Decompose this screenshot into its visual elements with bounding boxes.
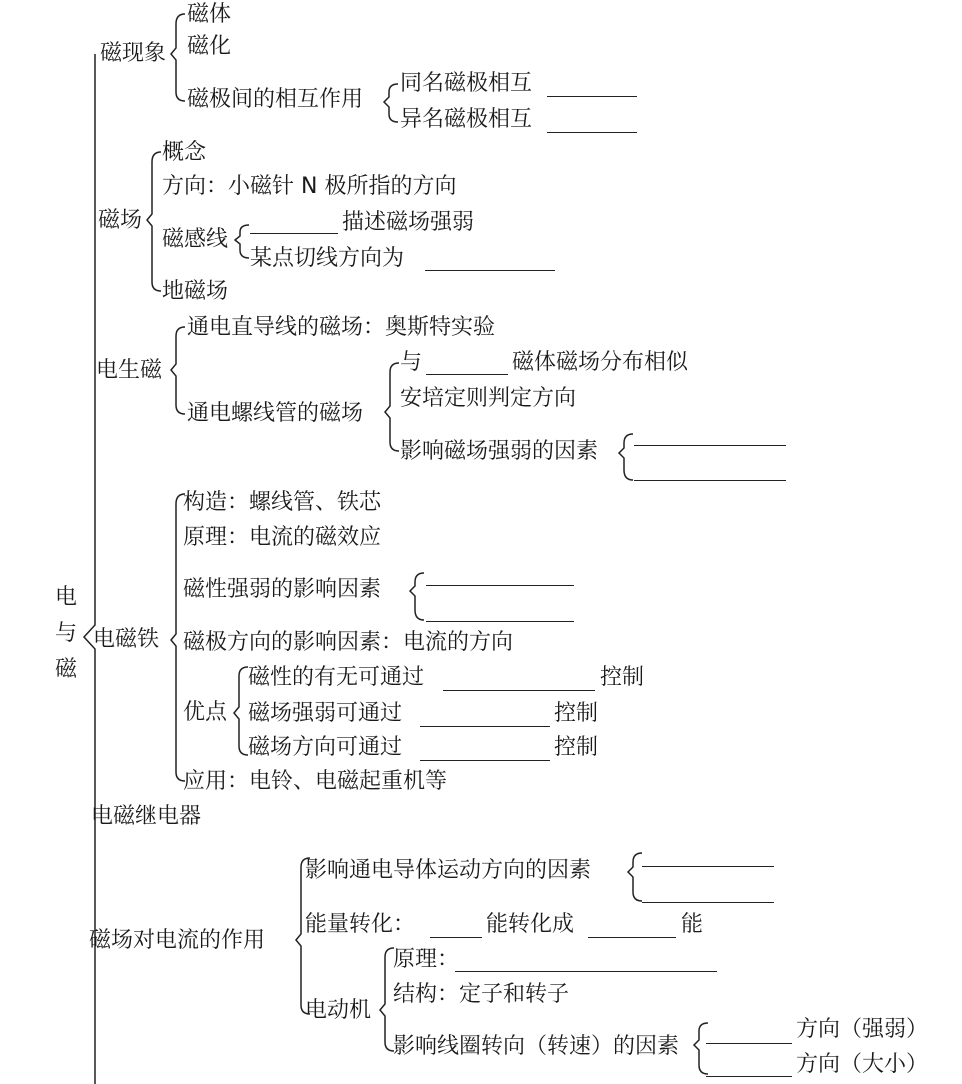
s2-earth: 地磁场 (162, 279, 229, 304)
s2-title: 磁场 (98, 208, 143, 233)
s4-adv-brace (234, 667, 248, 755)
s3-straight: 通电直导线的磁场：奥斯特实验 (187, 315, 496, 340)
s2-lines-b: 某点切线方向为 (250, 246, 405, 271)
s3-solenoid: 通电螺线管的磁场 (187, 401, 364, 426)
s4-structure: 构造：螺线管、铁芯 (183, 490, 382, 515)
blank-motor-principle (455, 971, 717, 972)
s4-pole: 磁极方向的影响因素：电流的方向 (183, 630, 514, 655)
s3-brace (171, 327, 185, 414)
s4-adv3a: 磁场方向可通过 (248, 735, 403, 760)
s1-rule-opposite: 异名磁极相互 (400, 107, 533, 132)
s4-title: 电磁铁 (93, 627, 160, 652)
blank-strength-1 (426, 585, 574, 586)
blank-adv-3 (420, 760, 550, 761)
s4-adv1a: 磁性的有无可通过 (248, 665, 425, 690)
s5-title: 电磁继电器 (91, 804, 202, 829)
blank-opposite-pole (547, 132, 637, 133)
s6-title: 磁场对电流的作用 (89, 928, 266, 953)
s6-energy-a: 能量转化： (305, 912, 416, 937)
s3-sol-a2: 磁体磁场分布相似 (512, 350, 689, 375)
blank-motor-factor-2 (706, 1076, 792, 1077)
s6-motor-brace (380, 948, 394, 1051)
s1-rule-brace (384, 84, 398, 122)
root-char-2: 与 (54, 621, 77, 646)
blank-energy-to (588, 937, 676, 938)
s1-item-interaction: 磁极间的相互作用 (187, 87, 364, 112)
s6-factors: 影响通电导体运动方向的因素 (305, 858, 592, 883)
s4-principle: 原理：电流的磁效应 (183, 525, 382, 550)
s2-concept: 概念 (162, 140, 207, 165)
s6-m-principle: 原理： (393, 947, 460, 972)
blank-adv-1 (443, 690, 595, 691)
blank-similar-magnet (426, 374, 508, 375)
s4-adv2a: 磁场强弱可通过 (248, 701, 403, 726)
root-char-3: 磁 (54, 657, 77, 682)
blank-energy-from (430, 937, 482, 938)
s4-usage: 应用：电铃、电磁起重机等 (183, 769, 448, 794)
s6-motor: 电动机 (305, 998, 372, 1023)
s6-energy-c: 能 (681, 912, 704, 937)
s1-item-magnetize: 磁化 (187, 34, 232, 59)
blank-adv-2 (420, 726, 550, 727)
blank-strength-2 (426, 621, 574, 622)
s1-item-magnet: 磁体 (187, 2, 232, 27)
s3-factor-brace (619, 434, 633, 480)
blank-motor-factor-1 (706, 1043, 792, 1044)
s4-adv3b: 控制 (554, 735, 599, 760)
s3-sol-a1: 与 (400, 350, 423, 375)
s3-sol-c: 影响磁场强弱的因素 (400, 439, 599, 464)
s6-m-structure: 结构：定子和转子 (393, 982, 570, 1007)
s1-rule-same: 同名磁极相互 (400, 71, 533, 96)
s2-lines-a: 描述磁场强弱 (342, 210, 475, 235)
s4-strength-brace (410, 573, 424, 620)
s6-m-f1: 方向（强弱） (796, 1017, 929, 1042)
blank-field-lines (250, 233, 338, 234)
s2-direction: 方向：小磁针 N 极所指的方向 (162, 174, 457, 199)
s6-factor-brace (628, 853, 642, 901)
blank-sol-factor-2 (634, 480, 786, 481)
s2-lines-label: 磁感线 (162, 227, 229, 252)
s6-m-factors: 影响线圈转向（转速）的因素 (393, 1034, 680, 1059)
s1-title: 磁现象 (100, 41, 167, 66)
blank-conductor-2 (642, 902, 774, 903)
s2-lines-brace (235, 225, 249, 258)
s3-sol-brace (385, 363, 399, 451)
s4-strength: 磁性强弱的影响因素 (183, 577, 382, 602)
s4-adv1b: 控制 (600, 665, 645, 690)
s1-brace (171, 14, 185, 101)
s3-title: 电生磁 (96, 358, 163, 383)
root-char-1: 电 (54, 585, 77, 610)
blank-conductor-1 (642, 866, 774, 867)
s6-mfactor-brace (694, 1023, 708, 1074)
s2-brace (147, 152, 161, 291)
s3-sol-b: 安培定则判定方向 (400, 386, 577, 411)
blank-sol-factor-1 (634, 445, 786, 446)
root-title (53, 580, 79, 688)
s4-adv2b: 控制 (554, 701, 599, 726)
s4-adv-label: 优点 (183, 700, 228, 725)
s6-energy-b: 能转化成 (486, 912, 575, 937)
blank-same-pole (547, 96, 637, 97)
s6-m-f2: 方向（大小） (796, 1052, 929, 1077)
blank-tangent (425, 270, 555, 271)
